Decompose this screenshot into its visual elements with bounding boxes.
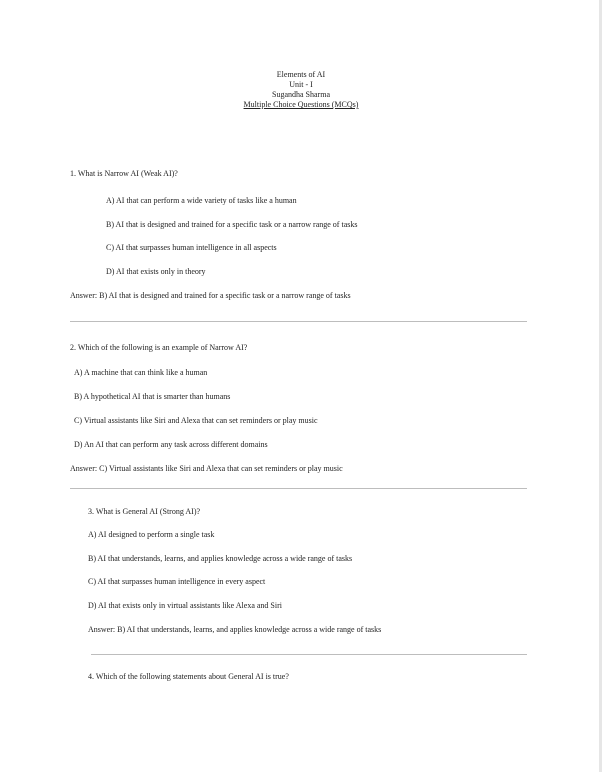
author-name: Sugandha Sharma [272, 90, 330, 99]
question-3: 3. What is General AI (Strong AI)? [88, 507, 201, 516]
q2-option-c: C) Virtual assistants like Siri and Alexa that can set reminders or play music [74, 416, 318, 425]
unit-label: Unit - I [289, 80, 313, 89]
q2-option-d: D) An AI that can perform any task across different domains [74, 440, 268, 449]
q3-answer: Answer: B) AI that understands, learns, and applies knowledge across a wide range of tasks [88, 625, 382, 634]
document-subtitle: Multiple Choice Questions (MCQs) [243, 100, 359, 109]
q2-option-a: A) A machine that can think like a human [74, 368, 208, 377]
divider [91, 654, 527, 655]
q2-answer: Answer: C) Virtual assistants like Siri and Alexa that can set reminders or play music [70, 464, 343, 473]
divider [70, 488, 527, 489]
course-title: Elements of AI [276, 70, 326, 79]
q2-option-b: B) A hypothetical AI that is smarter than humans [74, 392, 231, 401]
q3-option-a: A) AI designed to perform a single task [88, 530, 215, 539]
divider [70, 321, 527, 322]
q1-option-a: A) AI that can perform a wide variety of tasks like a human [106, 196, 297, 205]
q1-option-b: B) AI that is designed and trained for a specific task or a narrow range of tasks [106, 220, 358, 229]
question-1: 1. What is Narrow AI (Weak AI)? [70, 169, 178, 178]
q1-option-c: C) AI that surpasses human intelligence in all aspects [106, 243, 277, 252]
q3-option-d: D) AI that exists only in virtual assistants like Alexa and Siri [88, 601, 282, 610]
q3-option-b: B) AI that understands, learns, and applies knowledge across a wide range of tasks [88, 554, 353, 563]
q1-answer: Answer: B) AI that is designed and trained for a specific task or a narrow range of tasks [70, 291, 351, 300]
q1-option-d: D) AI that exists only in theory [106, 267, 206, 276]
question-2: 2. Which of the following is an example of Narrow AI? [70, 343, 248, 352]
q3-option-c: C) AI that surpasses human intelligence in every aspect [88, 577, 266, 586]
question-4: 4. Which of the following statements about General AI is true? [88, 672, 289, 681]
